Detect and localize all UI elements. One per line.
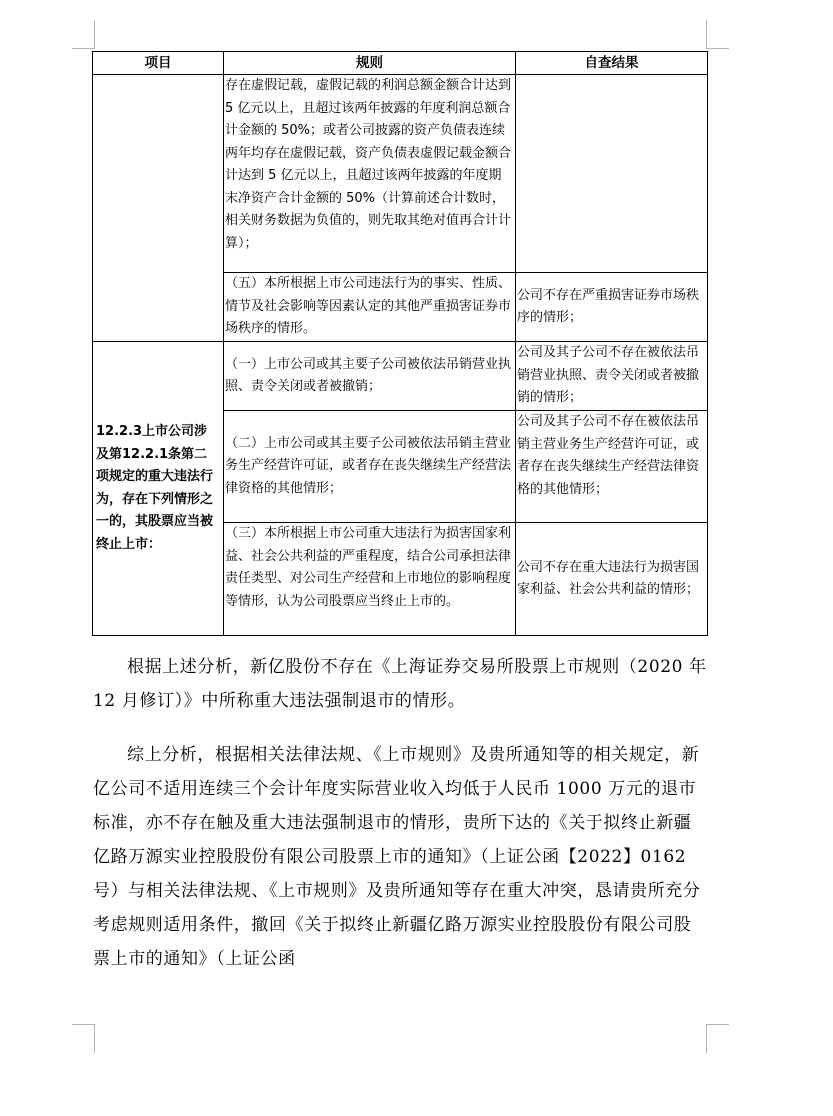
rule-cell: （五）本所根据上市公司违法行为的事实、性质、情节及社会影响等因素认定的其他严重损害证券市场秩序的情形。 xyxy=(224,273,516,342)
header-rule: 规则 xyxy=(224,52,516,75)
rule-cell: 存在虚假记载，虚假记载的利润总额金额合计达到 5 亿元以上，且超过该两年披露的年度利润总额合计金额的 50%；或者公司披露的资产负债表连续两年均存在虚假记载，资产负债表虚假记载金额合计达到 5 亿元以上，且超过该两年披露的年度期末净资产合计金额的 50%（计算前述合计数时，相关财务数据为负值的，则先取其绝对值再合计计算）； xyxy=(224,75,516,273)
item-cell-12-2-3: 12.2.3上市公司涉及第12.2.1条第二项规定的重大违法行为，存在下列情形之一的，其股票应当被终止上市： xyxy=(93,342,224,636)
page-corner-mark-bottom-left xyxy=(72,1024,95,1053)
item-cell-continued xyxy=(93,75,224,342)
result-cell: 公司及其子公司不存在被依法吊销营业执照、责令关闭或者被撤销的情形； xyxy=(516,342,708,411)
result-cell: 公司不存在重大违法行为损害国家利益、社会公共利益的情形； xyxy=(516,523,708,636)
table-header-row xyxy=(93,52,708,75)
rules-table xyxy=(92,51,708,636)
table-row xyxy=(93,342,708,411)
table-row xyxy=(93,75,708,273)
rule-cell: （二）上市公司或其主要子公司被依法吊销主营业务生产经营许可证，或者存在丧失继续生产经营法律资格的其他情形； xyxy=(224,411,516,523)
page-corner-mark-top-right xyxy=(706,20,729,49)
result-cell: 公司及其子公司不存在被依法吊销主营业务生产经营许可证，或者存在丧失继续生产经营法律资格的其他情形； xyxy=(516,411,708,523)
header-result: 自查结果 xyxy=(516,52,708,75)
result-cell xyxy=(516,75,708,273)
header-item: 项目 xyxy=(93,52,224,75)
page-corner-mark-top-left xyxy=(72,20,95,49)
page-corner-mark-bottom-right xyxy=(706,1024,729,1053)
body-paragraph: 综上分析，根据相关法律法规、《上市规则》及贵所通知等的相关规定，新亿公司不适用连续三个会计年度实际营业收入均低于人民币 1000 万元的退市标准，亦不存在触及重大违法强制退市的情形，贵所下达的《关于拟终止新疆亿路万源实业控股股份有限公司股票上市的通知》（上证公函【2022】0162 号）与相关法律法规、《上市规则》及贵所通知等存在重大冲突，恳请贵所充分考虑规则适用条件，撤回《关于拟终止新疆亿路万源实业控股股份有限公司股票上市的通知》（上证公函 xyxy=(93,745,701,969)
result-cell: 公司不存在严重损害证券市场秩序的情形； xyxy=(516,273,708,342)
body-paragraph: 根据上述分析，新亿股份不存在《上海证券交易所股票上市规则（2020 年 12 月修订）》中所称重大违法强制退市的情形。 xyxy=(93,657,707,711)
rule-cell: （三）本所根据上市公司重大违法行为损害国家利益、社会公共利益的严重程度，结合公司承担法律责任类型、对公司生产经营和上市地位的影响程度等情形，认为公司股票应当终止上市的。 xyxy=(224,523,516,636)
rule-cell: （一）上市公司或其主要子公司被依法吊销营业执照、责令关闭或者被撤销； xyxy=(224,342,516,411)
